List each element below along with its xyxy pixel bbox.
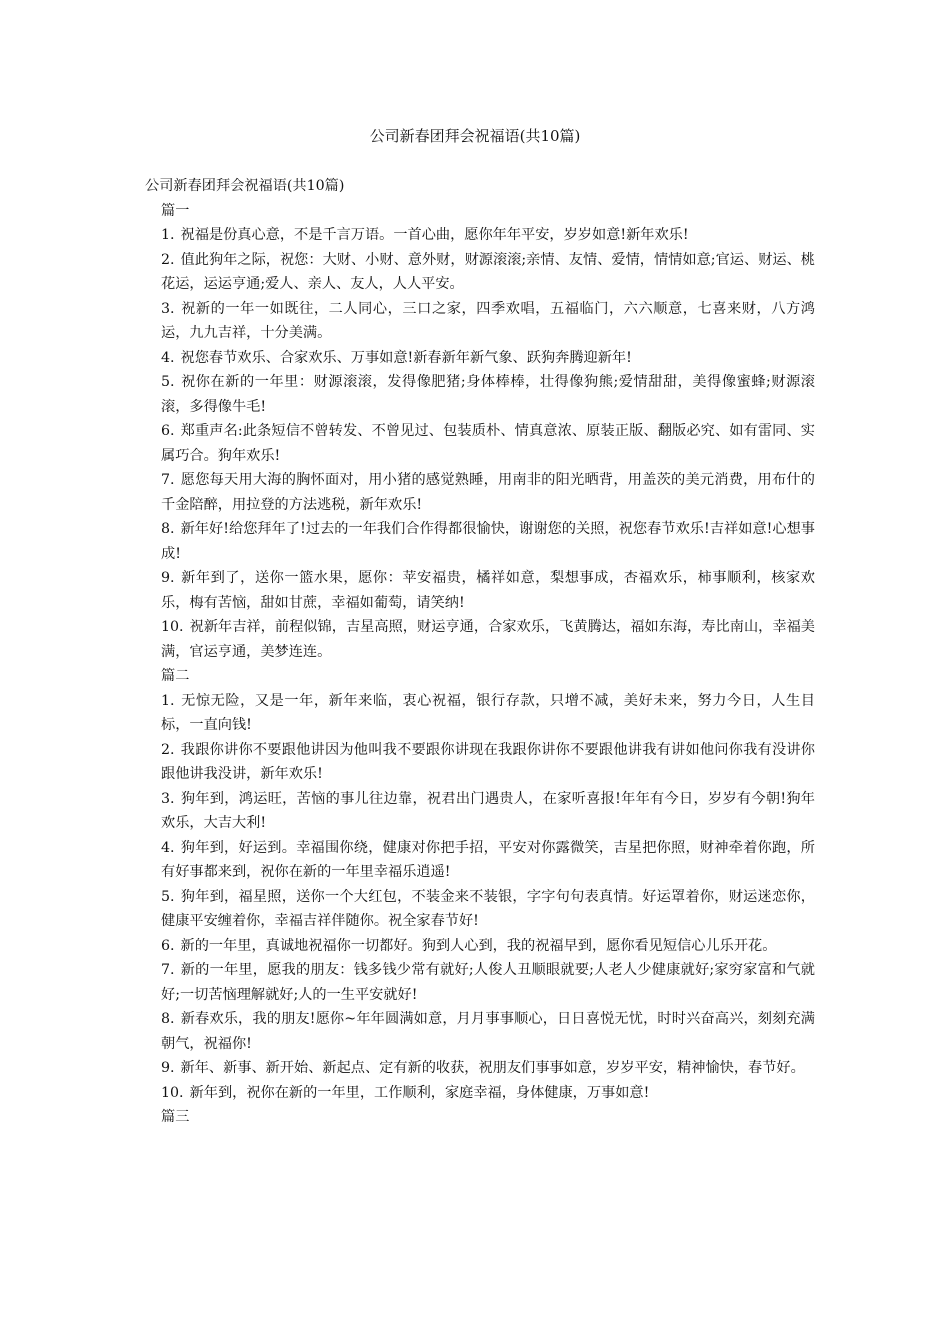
sections-container bbox=[145, 199, 815, 1130]
list-item bbox=[145, 958, 815, 1007]
item-number: 5. bbox=[161, 374, 175, 390]
list-item bbox=[145, 1056, 815, 1081]
item-text: 我跟你讲你不要跟他讲因为他叫我不要跟你讲现在我跟你讲你不要跟他讲我有讲如他问你我有没讲你跟他讲我没讲，新年欢乐! bbox=[161, 741, 815, 782]
item-number: 10. bbox=[161, 1084, 184, 1101]
list-item bbox=[145, 1081, 815, 1106]
list-item bbox=[145, 297, 815, 346]
item-text: 祝您春节欢乐、合家欢乐、万事如意!新春新年新气象、跃狗奔腾迎新年! bbox=[180, 349, 632, 366]
document-body bbox=[145, 174, 815, 1130]
list-item bbox=[145, 738, 815, 787]
item-text: 狗年到，好运到。幸福围你绕，健康对你把手招，平安对你露微笑，吉星把你照，财神牵着你跑，所有好事都来到，祝你在新的一年里幸福乐逍遥! bbox=[161, 839, 815, 880]
list-item bbox=[145, 419, 815, 468]
item-text: 新年到，祝你在新的一年里，工作顺利，家庭幸福，身体健康，万事如意! bbox=[189, 1084, 650, 1101]
item-number: 5. bbox=[161, 888, 175, 905]
item-number: 6. bbox=[161, 937, 175, 954]
item-number: 6. bbox=[161, 423, 175, 439]
item-text: 狗年到，鸿运旺，苦恼的事儿往边靠，祝君出门遇贵人，在家听喜报!年年有今日，岁岁有今朝!狗年欢乐，大吉大利! bbox=[161, 790, 815, 831]
document-title: 公司新春团拜会祝福语(共10篇) bbox=[369, 127, 581, 145]
item-text: 狗年到，福星照，送你一个大红包，不装金来不装银，字字句句表真情。好运罩着你，财运迷恋你，健康平安缠着你，幸福吉祥伴随你。祝全家春节好! bbox=[161, 888, 815, 929]
item-number: 1. bbox=[161, 692, 175, 709]
item-number: 4. bbox=[161, 349, 175, 366]
list-item bbox=[145, 346, 815, 371]
list-item bbox=[145, 248, 815, 297]
list-item bbox=[145, 934, 815, 959]
item-number: 8. bbox=[161, 1011, 175, 1027]
item-number: 3. bbox=[161, 300, 175, 317]
item-text: 祝你在新的一年里：财源滚滚，发得像肥猪;身体棒棒，壮得像狗熊;爱情甜甜，美得像蜜蜂;财源滚滚，多得像牛毛! bbox=[161, 374, 815, 415]
item-number: 10. bbox=[161, 619, 184, 635]
item-number: 7. bbox=[161, 962, 175, 978]
item-text: 新年、新事、新开始、新起点、定有新的收获，祝朋友们事事如意，岁岁平安，精神愉快，春节好。 bbox=[180, 1060, 805, 1076]
item-number: 9. bbox=[161, 1060, 175, 1076]
item-text: 无惊无险，又是一年，新年来临，衷心祝福，银行存款，只增不减，美好未来，努力今日，人生目标，一直向钱! bbox=[161, 692, 815, 733]
section bbox=[145, 199, 815, 665]
item-number: 8. bbox=[161, 521, 175, 537]
item-text: 新春欢乐，我的朋友!愿你~年年圆满如意，月月事事顺心，日日喜悦无忧，时时兴奋高兴，刻刻充满朝气，祝福你! bbox=[161, 1011, 815, 1052]
list-item bbox=[145, 566, 815, 615]
item-number: 1. bbox=[161, 227, 175, 243]
section bbox=[145, 1105, 815, 1130]
list-item bbox=[145, 885, 815, 934]
item-number: 7. bbox=[161, 472, 175, 488]
section bbox=[145, 664, 815, 1105]
list-item bbox=[145, 836, 815, 885]
item-text: 愿您每天用大海的胸怀面对，用小猪的感觉熟睡，用南非的阳光晒背，用盖茨的美元消费，用布什的千金陪醉，用拉登的方法逃税，新年欢乐! bbox=[161, 472, 815, 513]
item-text: 祝新年吉祥，前程似锦，吉星高照，财运亨通，合家欢乐，飞黄腾达，福如东海，寿比南山，幸福美满，官运亨通，美梦连连。 bbox=[161, 619, 815, 660]
item-text: 值此狗年之际，祝您：大财、小财、意外财，财源滚滚;亲情、友情、爱情，情情如意;官运、财运、桃花运，运运亨通;爱人、亲人、友人，人人平安。 bbox=[161, 251, 815, 292]
list-item bbox=[145, 689, 815, 738]
item-text: 新的一年里，愿我的朋友：钱多钱少常有就好;人俊人丑顺眼就要;人老人少健康就好;家穷家富和气就好;一切苦恼理解就好;人的一生平安就好! bbox=[161, 962, 815, 1003]
item-text: 新年到了，送你一篮水果，愿你：苹安福贵，橘祥如意，梨想事成，杏福欢乐，柿事顺利，核家欢乐，梅有苦恼，甜如甘蔗，幸福如葡萄，请笑纳! bbox=[161, 570, 815, 611]
list-item bbox=[145, 370, 815, 419]
item-number: 3. bbox=[161, 790, 175, 807]
item-text: 郑重声名:此条短信不曾转发、不曾见过、包装质朴、情真意浓、原装正版、翻版必究、如有雷同、实属巧合。狗年欢乐! bbox=[161, 423, 815, 464]
item-number: 2. bbox=[161, 741, 175, 758]
list-item bbox=[145, 1007, 815, 1056]
list-item bbox=[145, 615, 815, 664]
item-text: 祝新的一年一如既往，二人同心，三口之家，四季欢唱，五福临门，六六顺意，七喜来财，八方鸿运，九九吉祥，十分美满。 bbox=[161, 300, 815, 341]
list-item bbox=[145, 468, 815, 517]
section-title: 篇二 bbox=[161, 668, 190, 684]
list-item bbox=[145, 517, 815, 566]
item-text: 祝福是份真心意，不是千言万语。一首心曲，愿你年年平安，岁岁如意!新年欢乐! bbox=[180, 227, 689, 243]
section-title: 篇三 bbox=[161, 1109, 190, 1125]
list-item bbox=[145, 787, 815, 836]
item-number: 2. bbox=[161, 251, 175, 268]
item-text: 新年好!给您拜年了!过去的一年我们合作得都很愉快，谢谢您的关照，祝您春节欢乐!吉祥如意!心想事成! bbox=[161, 521, 815, 562]
list-item bbox=[145, 223, 815, 248]
item-number: 9. bbox=[161, 570, 175, 586]
document-subtitle: 公司新春团拜会祝福语(共10篇) bbox=[145, 178, 345, 194]
item-text: 新的一年里，真诚地祝福你一切都好。狗到人心到，我的祝福早到，愿你看见短信心儿乐开花。 bbox=[180, 937, 777, 954]
item-number: 4. bbox=[161, 839, 175, 856]
section-title: 篇一 bbox=[161, 202, 190, 219]
